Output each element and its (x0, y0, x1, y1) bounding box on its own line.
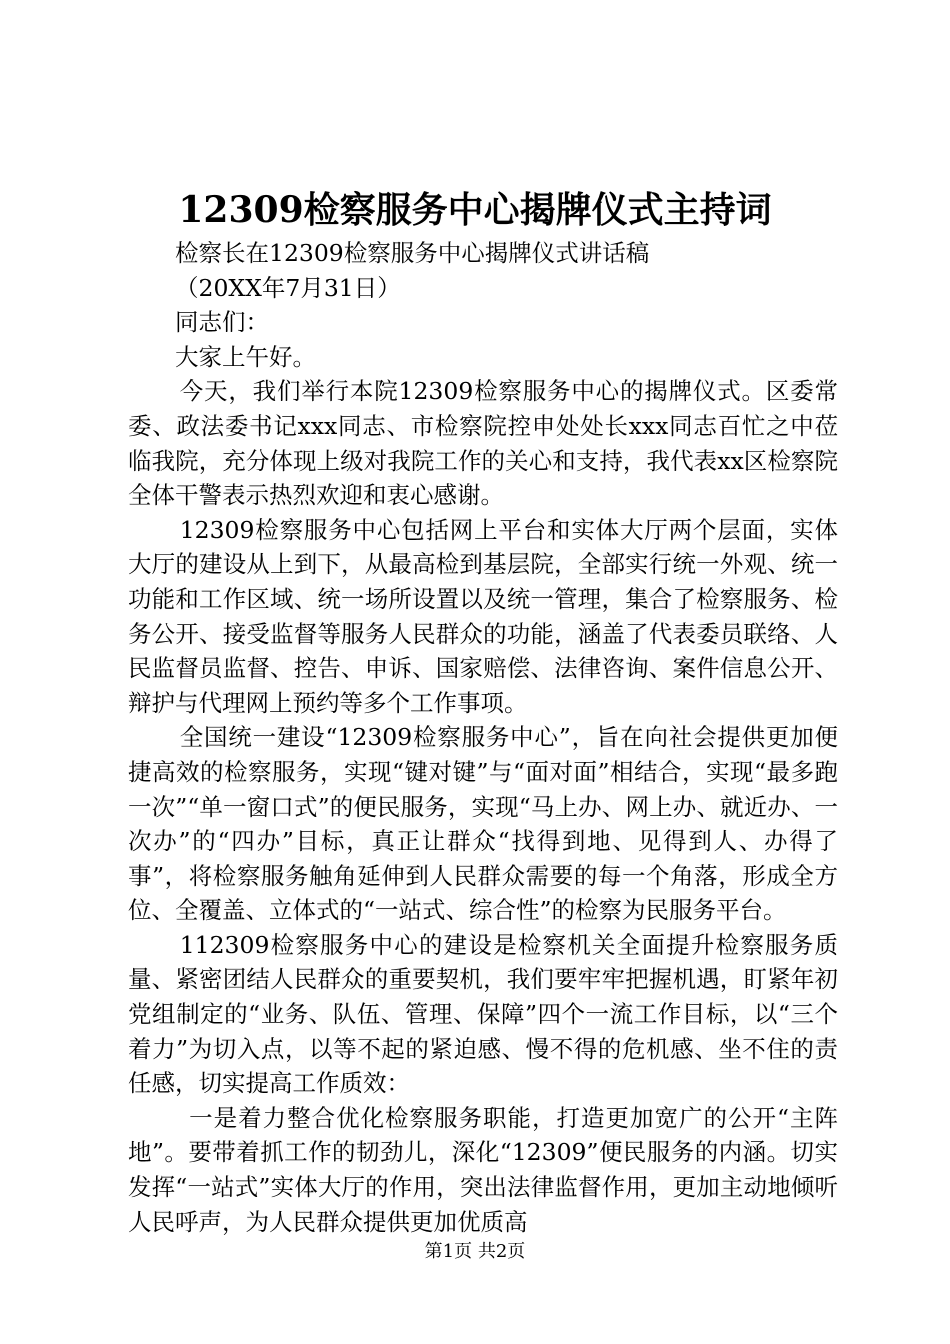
document-body (128, 236, 838, 1239)
speech-date: （20XX年7月31日） (175, 273, 401, 302)
paragraph: 112309检察服务中心的建设是检察机关全面提升检察服务质量、紧密团结人民群众的重要契机，我们要牢牢把握机遇，盯紧年初党组制定的“业务、队伍、管理、保障”四个一流工作目标，以“三个着力”为切入点，以等不起的紧迫感、慢不得的危机感、坐不住的责任感，切实提高工作质效： (128, 930, 838, 1098)
document-title: 12309检察服务中心揭牌仪式主持词 (178, 189, 772, 231)
paragraph: 全国统一建设“12309检察服务中心”，旨在向社会提供更加便捷高效的检察服务，实现“键对键”与“面对面”相结合，实现“最多跑一次”“单一窗口式”的便民服务，实现“马上办、网上办、就近办、一次办”的“四办”目标，真正让群众“找得到地、见得到人、办得了事”，将检察服务触角延伸到人民群众需要的每一个角落，形成全方位、全覆盖、立体式的“一站式、综合性”的检察为民服务平台。 (128, 723, 838, 925)
page-footer: 第1页 共2页 (424, 1241, 526, 1262)
salutation: 同志们： (175, 308, 269, 337)
speech-subtitle: 检察长在12309检察服务中心揭牌仪式讲话稿 (175, 239, 650, 267)
paragraph: 今天，我们举行本院12309检察服务中心的揭牌仪式。区委常委、政法委书记xxx同志、市检察院控申处处长xxx同志百忙之中莅临我院，充分体现上级对我院工作的关心和支持，我代表xx区检察院全体干警表示热烈欢迎和衷心感谢。 (128, 377, 838, 510)
paragraph: 一是着力整合优化检察服务职能，打造更加宽广的公开“主阵地”。要带着抓工作的韧劲儿，深化“12309”便民服务的内涵。切实发挥“一站式”实体大厅的作用，突出法律监督作用，更加主动地倾听人民呼声，为人民群众提供更加优质高 (128, 1103, 838, 1236)
greeting: 大家上午好。 (175, 342, 316, 371)
paragraph: 12309检察服务中心包括网上平台和实体大厅两个层面，实体大厅的建设从上到下，从最高检到基层院，全部实行统一外观、统一功能和工作区域、统一场所设置以及统一管理，集合了检察服务、检务公开、接受监督等服务人民群众的功能，涵盖了代表委员联络、人民监督员监督、控告、申诉、国家赔偿、法律咨询、案件信息公开、辩护与代理网上预约等多个工作事项。 (128, 515, 838, 717)
